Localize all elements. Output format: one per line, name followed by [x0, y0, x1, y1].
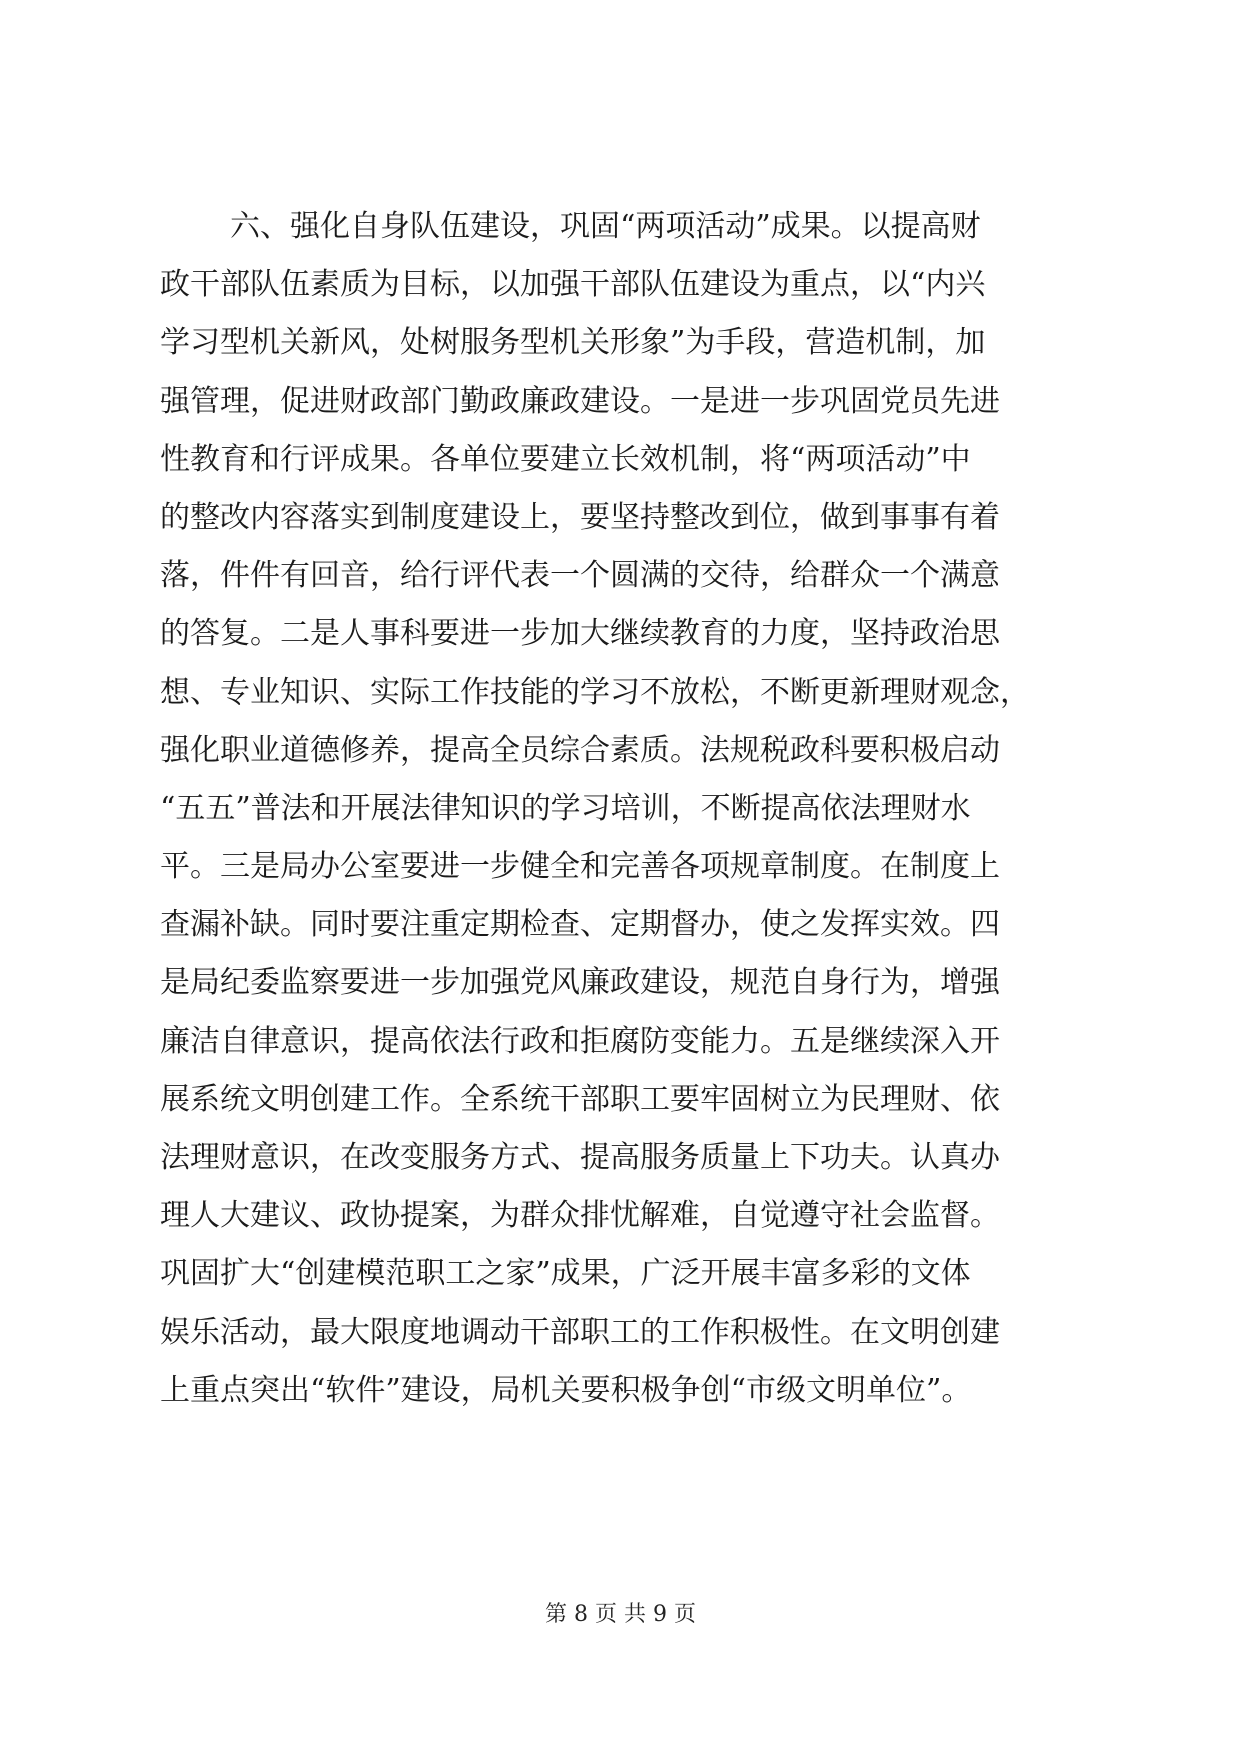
paragraph-line: 查漏补缺。同时要注重定期检查、定期督办，使之发挥实效。四	[160, 907, 1000, 943]
paragraph-line: 理人大建议、政协提案，为群众排忧解难，自觉遵守社会监督。	[160, 1198, 1000, 1234]
paragraph-line: 展系统文明创建工作。全系统干部职工要牢固树立为民理财、依	[160, 1081, 1000, 1117]
paragraph-line: 六、强化自身队伍建设，巩固“两项活动”成果。以提高财	[230, 209, 981, 244]
paragraph-line: 学习型机关新风，处树服务型机关形象”为手段，营造机制，加	[160, 325, 986, 361]
paragraph-line: 的整改内容落实到制度建设上，要坚持整改到位，做到事事有着	[160, 499, 1000, 535]
paragraph-line: 廉洁自律意识，提高依法行政和拒腐防变能力。五是继续深入开	[160, 1023, 1000, 1059]
paragraph-line: 法理财意识，在改变服务方式、提高服务质量上下功夫。认真办	[160, 1140, 1000, 1175]
paragraph-line: 落，件件有回音，给行评代表一个圆满的交待，给群众一个满意	[160, 558, 1000, 594]
paragraph-line: 娱乐活动，最大限度地调动干部职工的工作积极性。在文明创建	[160, 1314, 1000, 1350]
paragraph-line: 巩固扩大“创建模范职工之家”成果，广泛开展丰富多彩的文体	[160, 1256, 971, 1292]
page-number-footer: 第 8 页 共 9 页	[545, 1602, 696, 1627]
paragraph-line: 平。三是局办公室要进一步健全和完善各项规章制度。在制度上	[160, 849, 1000, 885]
paragraph-line: 想、专业知识、实际工作技能的学习不放松，不断更新理财观念，	[160, 674, 1030, 710]
paragraph-line: 强化职业道德修养，提高全员综合素质。法规税政科要积极启动	[160, 732, 1000, 768]
paragraph-line: 是局纪委监察要进一步加强党风廉政建设，规范自身行为，增强	[160, 965, 1000, 1001]
paragraph-line: 的答复。二是人事科要进一步加大继续教育的力度，坚持政治思	[160, 616, 1000, 652]
paragraph-line: “五五”普法和开展法律知识的学习培训，不断提高依法理财水	[160, 790, 971, 826]
paragraph-line: 政干部队伍素质为目标，以加强干部队伍建设为重点，以“内兴	[160, 267, 986, 303]
paragraph-line: 强管理，促进财政部门勤政廉政建设。一是进一步巩固党员先进	[160, 383, 1000, 419]
body-paragraph	[160, 198, 1100, 1420]
paragraph-line: 性教育和行评成果。各单位要建立长效机制，将“两项活动”中	[160, 441, 971, 477]
paragraph-line: 上重点突出“软件”建设，局机关要积极争创“市级文明单位”。	[160, 1372, 972, 1408]
